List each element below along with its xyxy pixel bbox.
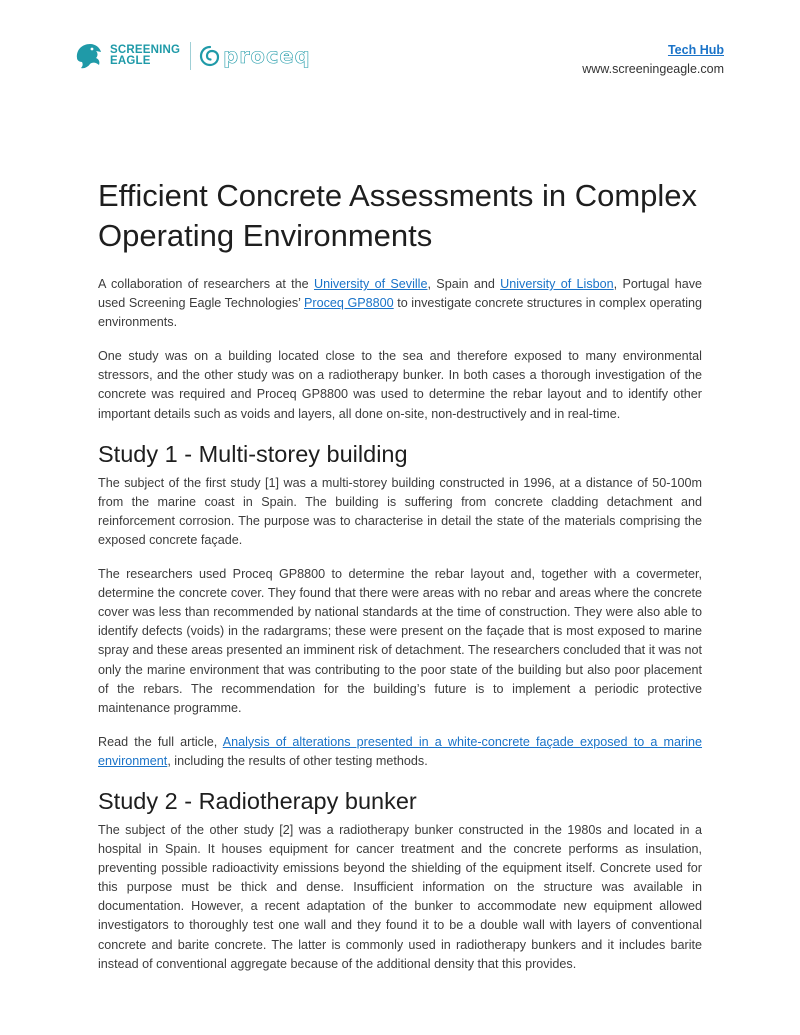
tech-hub-link[interactable]: Tech Hub: [667, 43, 724, 57]
logo-divider: [190, 42, 191, 70]
brand-line-1: SCREENING: [110, 44, 181, 56]
study-1-read-more: [98, 733, 702, 771]
header-links: [582, 43, 724, 76]
intro-text-4: to investigate concrete structures in complex operating environments.: [98, 296, 702, 330]
article-body: [98, 176, 702, 989]
study-1-paragraph-1: The subject of the first study [1] was a multi-storey building constructed in 1996, at a distance of 50-100m from the marine coast in Spain. The building is suffering from concrete cladding detachment and reinforcement corrosion. The purpose was to characterise in detail the state of the materials comprising the exposed concrete façade.: [98, 475, 702, 547]
university-seville-link[interactable]: University of Seville: [313, 277, 428, 291]
brand-line-2: EAGLE: [110, 55, 151, 67]
article-title: Efficient Concrete Assessments in Complex Operating Environments: [98, 178, 698, 253]
intro-paragraph: [98, 275, 702, 332]
study-2-heading: Study 2 - Radiotherapy bunker: [98, 787, 417, 814]
website-address: www.screeningeagle.com: [582, 62, 724, 76]
proceq-wordmark: proceq: [223, 44, 311, 68]
screening-eagle-logo[interactable]: [72, 40, 180, 72]
overview-paragraph: One study was on a building located close to the sea and therefore exposed to many environmental stressors, and the other study was on a radiotherapy bunker. In both cases a thorough investigation of the concrete was required and Proceq GP8800 was used to determine the rebar layout and to identify other important details such as voids and layers, all done on-site, non-destructively and in real-time.: [98, 349, 702, 421]
intro-text-2: , Spain and: [427, 277, 501, 291]
university-lisbon-link[interactable]: University of Lisbon: [500, 277, 614, 291]
brand-wordmark: [110, 45, 180, 67]
intro-text-3: , Portugal have used Screening Eagle Technologies’: [98, 277, 703, 311]
intro-text-1: A collaboration of researchers at the: [98, 277, 314, 291]
proceq-logo[interactable]: [199, 44, 311, 68]
study-1-heading: Study 1 - Multi-storey building: [98, 440, 408, 467]
page-header: [72, 38, 724, 88]
full-article-link[interactable]: Analysis of alterations presented in a white-concrete façade exposed to a marine environment: [98, 734, 703, 768]
logo-group: [72, 40, 311, 72]
read-more-text-start: Read the full article,: [98, 734, 223, 749]
proceq-swirl-icon: [199, 44, 221, 68]
eagle-icon: [72, 40, 104, 72]
proceq-gp8800-link[interactable]: Proceq GP8800: [304, 296, 394, 311]
study-2-paragraph-1: The subject of the other study [2] was a radiotherapy bunker constructed in the 1980s and located in a hospital in Spain. It houses equipment for cancer treatment and the concrete performs as insulation, preventing possible radioactivity emissions beyond the shielding of the equipment itself. Concrete used for this purpose must be thick and dense. Insufficient information on the structure was available in documentation. However, a recent adaptation of the bunker to accommodate new equipment allowed investigators to thoroughly test one wall and they found it to be a double wall with layers of conventional concrete and barite concrete. The latter is commonly used in radiotherapy bunkers and it includes barite instead of conventional aggregate because of the additional density that this provides.: [98, 822, 702, 971]
read-more-text-end: , including the results of other testing methods.: [167, 753, 428, 768]
study-1-paragraph-2: The researchers used Proceq GP8800 to determine the rebar layout and, together with a covermeter, determine the concrete cover. They found that there were areas with no rebar and areas where the concrete cover was less than recommended by national standards at the time of construction. They were also able to identify defects (voids) in the radargrams; these were present on the façade that is most exposed to marine spray and these areas presented an imminent risk of detachment. The researchers concluded that it was not only the marine environment that was contributing to the poor state of the building but also poor placement of the rebars. The recommendation for the building’s future is to implement a periodic protective maintenance programme.: [98, 567, 702, 715]
